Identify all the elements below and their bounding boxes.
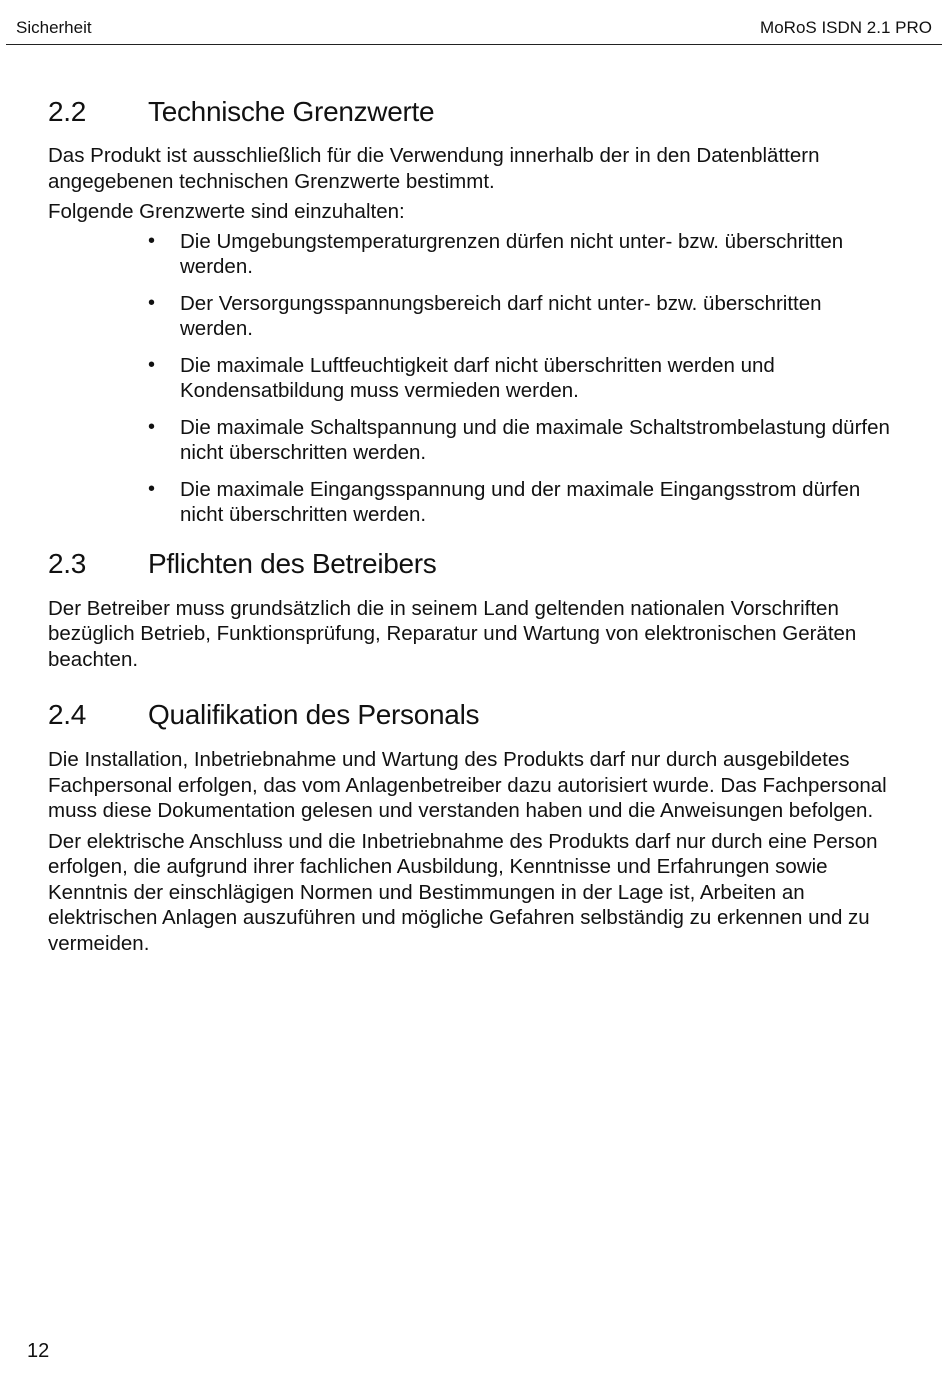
list-item [48, 477, 898, 528]
section-technische-grenzwerte [48, 96, 898, 528]
list-item [48, 229, 898, 280]
page-number: 12 [27, 1340, 50, 1362]
page-content [48, 96, 898, 956]
section-heading [48, 699, 898, 739]
paragraph: Die Installation, Inbetriebnahme und Wartung des Produkts darf nur durch ausgebildetes Fachpersonal erfolgen, das vom Anlagenbetreiber dazu autorisiert wurde. Das Fachpersonal muss diese Dokumentation gelesen und verstanden haben und die Anweisungen befolgen. [48, 748, 887, 822]
list-item [48, 415, 898, 466]
header-product-name: MoRoS ISDN 2.1 PRO [760, 18, 932, 37]
limits-list [48, 229, 898, 528]
section-qualifikation-des-personals [48, 699, 898, 956]
bullet-icon: • [148, 229, 156, 252]
bullet-icon: • [148, 353, 156, 376]
section-title: Technische Grenzwerte [148, 96, 435, 127]
bullet-icon: • [148, 477, 156, 500]
bullet-icon: • [148, 415, 156, 438]
section-title: Qualifikation des Personals [148, 699, 480, 730]
section-heading [48, 548, 898, 588]
list-item-text: Die maximale Eingangsspannung und der maximale Eingangsstrom dürfen nicht überschritten werden. [180, 477, 861, 526]
list-item [48, 291, 898, 342]
section-number: 2.4 [48, 699, 87, 730]
section-title: Pflichten des Betreibers [148, 547, 437, 579]
list-item-text: Die maximale Luftfeuchtigkeit darf nicht überschritten werden und Kondensatbildung muss vermieden werden. [180, 353, 775, 402]
page-header [6, 16, 942, 45]
paragraph: Der Betreiber muss grundsätzlich die in seinem Land geltenden nationalen Vorschriften bezüglich Betrieb, Funktionsprüfung, Reparatur und Wartung von elektronischen Geräten beachten. [48, 596, 857, 671]
list-item-text: Die Umgebungstemperaturgrenzen dürfen nicht unter- bzw. überschritten werden. [180, 229, 844, 278]
section-number: 2.2 [48, 96, 87, 127]
paragraph: Folgende Grenzwerte sind einzuhalten: [48, 200, 405, 223]
bullet-icon: • [148, 291, 156, 314]
section-pflichten-des-betreibers [48, 548, 898, 673]
header-section-title: Sicherheit [16, 18, 92, 37]
paragraph: Der elektrische Anschluss und die Inbetriebnahme des Produkts darf nur durch eine Person erfolgen, die aufgrund ihrer fachlichen Ausbildung, Kenntnisse und Erfahrungen sowie Kenntnis der einschlägigen Normen und Bestimmungen in der Lage ist, Arbeiten an elektrischen Anlagen auszuführen und mögliche Gefahren selbständig zu erkennen und zu vermeiden. [48, 829, 878, 955]
list-item-text: Der Versorgungsspannungsbereich darf nicht unter- bzw. überschritten werden. [180, 291, 822, 340]
section-number: 2.3 [48, 547, 87, 579]
paragraph: Das Produkt ist ausschließlich für die Verwendung innerhalb der in den Datenblättern angegebenen technischen Grenzwerte bestimmt. [48, 144, 820, 193]
section-heading [48, 96, 898, 136]
list-item [48, 353, 898, 404]
list-item-text: Die maximale Schaltspannung und die maximale Schaltstrombelastung dürfen nicht überschritten werden. [180, 415, 890, 464]
